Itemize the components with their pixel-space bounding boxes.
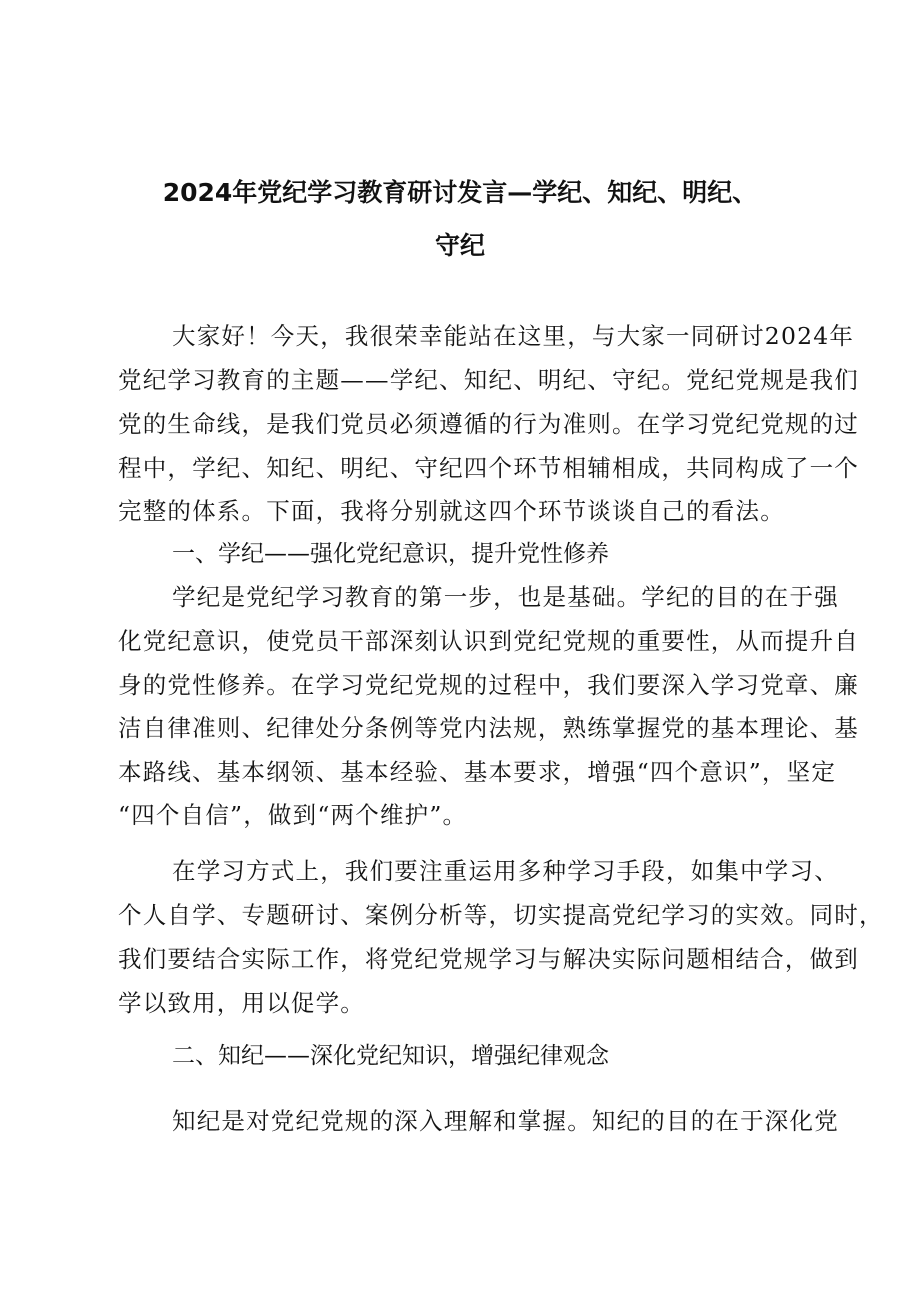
document-title-line-2: 守纪: [434, 231, 485, 260]
intro-line: 大家好！今天，我很荣幸能站在这里，与大家一同研讨2024年: [172, 322, 855, 350]
intro-line: 党的生命线，是我们党员必须遵循的行为准则。在学习党纪党规的过: [118, 410, 859, 438]
paragraph-line: 本路线、基本纲领、基本经验、基本要求，增强“四个意识”，坚定: [118, 758, 837, 786]
paragraph-line: “四个自信”，做到“两个维护”。: [118, 801, 468, 829]
paragraph-line: 知纪是对党纪党规的深入理解和掌握。知纪的目的在于深化党: [172, 1107, 839, 1135]
paragraph-line: 化党纪意识，使党员干部深刻认识到党纪党规的重要性，从而提升自: [118, 627, 859, 655]
paragraph-line: 我们要结合实际工作，将党纪党规学习与解决实际问题相结合，做到: [118, 945, 859, 973]
paragraph-line: 洁自律准则、纪律处分条例等党内法规，熟练掌握党的基本理论、基: [118, 714, 859, 742]
intro-line: 党纪学习教育的主题——学纪、知纪、明纪、守纪。党纪党规是我们: [118, 366, 859, 394]
paragraph-line: 个人自学、专题研讨、案例分析等，切实提高党纪学习的实效。同时，: [118, 901, 884, 929]
section-heading-1: 一、学纪——强化党纪意识，提升党性修养: [172, 541, 609, 567]
paragraph-line: 学以致用，用以促学。: [118, 989, 365, 1017]
paragraph-line: 在学习方式上，我们要注重运用多种学习手段，如集中学习、: [172, 857, 839, 885]
section-heading-2: 二、知纪——深化党纪知识，增强纪律观念: [172, 1043, 609, 1069]
paragraph-line: 学纪是党纪学习教育的第一步，也是基础。学纪的目的在于强: [172, 583, 839, 611]
intro-line: 程中，学纪、知纪、明纪、守纪四个环节相辅相成，共同构成了一个: [118, 454, 859, 482]
document-title-line-1: 2024年党纪学习教育研讨发言—学纪、知纪、明纪、: [162, 178, 758, 207]
intro-line: 完整的体系。下面，我将分别就这四个环节谈谈自己的看法。: [118, 497, 785, 525]
paragraph-line: 身的党性修养。在学习党纪党规的过程中，我们要深入学习党章、廉: [118, 671, 859, 699]
